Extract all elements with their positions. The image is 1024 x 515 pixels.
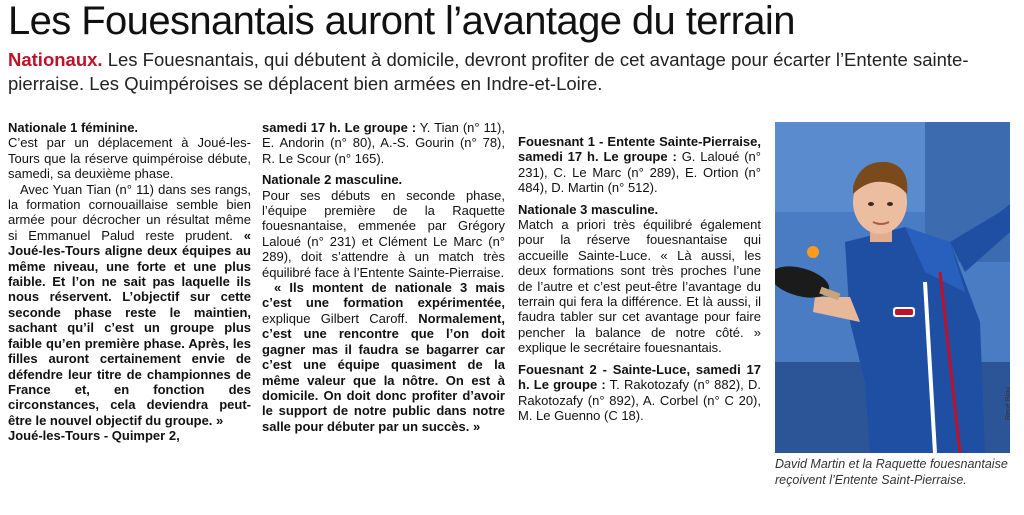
- article-column-1: [8, 120, 251, 444]
- article-column-3: [518, 120, 761, 423]
- section-head-n1-feminine: Nationale 1 féminine.: [8, 120, 139, 135]
- match-heading: Fouesnant 2 - Sainte-Luce, samedi 17 h. Le groupe :: [518, 361, 761, 393]
- quote-bold: « Ils montent de nationale 3 mais c’est une formation expérimentée,: [262, 280, 505, 311]
- deck-kicker: Nationaux.: [8, 49, 103, 70]
- photo-credit: René Riou: [1005, 386, 1012, 420]
- article-column-2: [262, 120, 505, 434]
- paragraph: Pour ses débuts en seconde phase, l’équipe première de la Raquette fouesnantaise, emmenée par Grégory Laloué (n° 231) et Clément Le Marc (n° 289), doit s’attendre à un match très équilibré face à l’Entente Sainte-Pierraise.: [262, 187, 505, 280]
- group-line: [262, 120, 505, 166]
- paragraph-quote: [262, 280, 505, 434]
- paragraph: [8, 182, 251, 429]
- group-list: G. Laloué (n° 231), C. Le Marc (n° 289), E. Ortion (n° 484), D. Martin (n° 512).: [518, 149, 761, 196]
- photo-table-tennis-player: [775, 122, 1010, 453]
- section-head-n2-masculine: Nationale 2 masculine.: [262, 172, 403, 188]
- quote-bold: « Joué-les-Tours aligne deux équipes au même niveau, une forte et une plus faible. Et l’on ne sait pas laquelle ils nous réservent. L’objectif sur cette seconde phase reste le maintien, sachant qu’il c’est un groupe plus faible qu’en première phase. Après, les filles auront certainement envie de défendre leur titre de championnes de France et, en fonction des circonstances, cela deviendra peut-être le nouvel objectif du groupe. »: [8, 227, 251, 428]
- attribution: explique Gilbert Caroff.: [262, 310, 409, 326]
- match-heading: Fouesnant 1 - Entente Sainte-Pierraise, samedi 17 h. Le groupe :: [518, 134, 761, 165]
- match-heading: Joué-les-Tours - Quimper 2,: [8, 428, 180, 444]
- headline: Les Fouesnantais auront l’avantage du terrain: [8, 0, 795, 43]
- paragraph: Match a priori très équilibré également pour la réserve fouesnantaise qui accueille Sainte-Luce. « Là aussi, les deux formations sont très proches l’une de l’autre et c’est peut-être l’avantage du terrain qui fera la différence. Et là aussi, il faudra tabler sur cet avantage pour faire pencher la balance de notre côté. » explique le secrétaire fouesnantais.: [518, 217, 761, 356]
- deck-text: Les Fouesnantais, qui débutent à domicile, devront profiter de cet avantage pour écarter l’Entente sainte-pierraise. Les Quimpéroises se déplacent bien armées en Indre-et-Loire.: [8, 49, 969, 94]
- group-line: [518, 134, 761, 196]
- section-head-n3-masculine: Nationale 3 masculine.: [518, 201, 659, 217]
- player-illustration: [775, 122, 1010, 453]
- match-heading-cont: samedi 17 h. Le groupe :: [262, 120, 417, 135]
- group-list: Y. Tian (n° 11), E. Andorin (n° 80), A.-S. Gourin (n° 78), R. Le Scour (n° 165).: [262, 120, 505, 166]
- quote-bold: Normalement, c’est une rencontre que l’on doit gagner mas il faudra se bagarrer car c’est une équipe quasiment de la même valeur que la nôtre. On est à domicile. On doit donc profiter d’avoir le support de notre public dans notre salle pour débuter par un succès. »: [262, 310, 505, 434]
- paragraph: C’est par un déplacement à Joué-les-Tours que la réserve quimpéroise débute, samedi, sa deuxième phase.: [8, 135, 251, 182]
- deck: [8, 48, 1018, 96]
- group-line: [518, 362, 761, 424]
- group-list: T. Rakotozafy (n° 882), D. Rakotozafy (n° 892), A. Corbel (n° C 20), M. Le Guenno (C 18).: [518, 377, 761, 423]
- paragraph-text: Avec Yuan Tian (n° 11) dans ses rangs, la formation cornouaillaise semble bien armée pour décrocher un résultat même si Emmanuel Palud reste prudent.: [8, 181, 251, 243]
- photo-caption: David Martin et la Raquette fouesnantaise reçoivent l’Entente Saint-Pierraise.: [775, 457, 1008, 487]
